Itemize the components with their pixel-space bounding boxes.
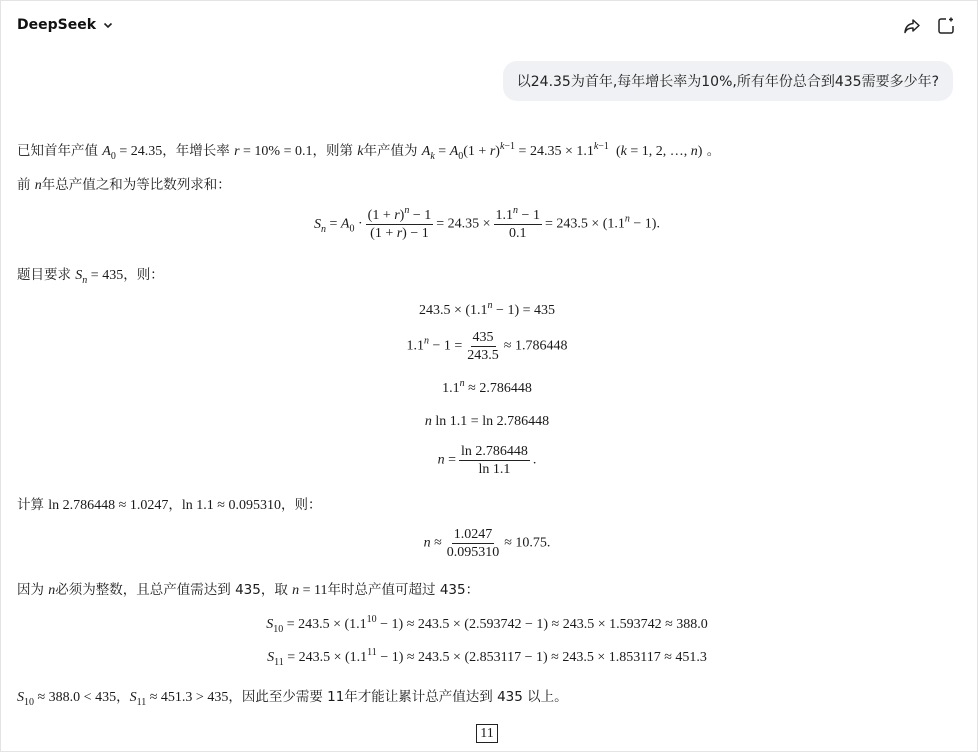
s10-formula: $S_{10} = 243.5 \times (1.1^{10} - 1) \approx 243.5 \times (2.593742 - 1) \approx 243.5 \times 1.593742 \approx 388.0$ (266, 614, 708, 635)
brand-name: DeepSeek (17, 17, 97, 33)
final-answer-box (17, 723, 957, 743)
sum-formula: $S_n = A_0$ · $\frac{(1 + r)^n - 1}{(1 + r) - 1}$ = 24.35 × $\frac{1.1^n - 1}{0.1}$ = $243.5 \times (1.1^n - 1)$. (314, 205, 660, 241)
sum-intro-line: 前 n年总产值之和为等比数列求和： (17, 177, 231, 193)
equation-2: $1.1^n - 1$ = $\frac{435}{243.5}$ ≈ 1.786448 (406, 330, 568, 363)
equation-3: $1.1^n \approx 2.786448$ (442, 378, 532, 396)
intro-line: 已知首年产值 $A_0 = 24.35$，年增长率 r = 10% = 0.1，则第 k年产值为 $A_k = A_0(1 + r)^{k-1} = 24.35 \times 1.1^{k-1}$ (k = 1, 2, …, n) 。 (17, 141, 721, 162)
user-message-bubble (503, 61, 953, 101)
n-estimate: n ≈ $\frac{1.0247}{0.095310}$ ≈ 10.75. (423, 527, 551, 560)
s11-formula: $S_{11} = 243.5 \times (1.1^{11} - 1) \approx 243.5 \times (2.853117 - 1) \approx 243.5 \times 1.853117 \approx 451.3$ (267, 647, 707, 668)
because-line: 因为 n必须为整数，且总产值需达到 435，取 n = 11年时总产值可超过 435： (17, 582, 480, 598)
final-answer: 11 (476, 724, 497, 743)
share-icon[interactable] (901, 15, 923, 37)
user-message-text: 以24.35为首年,每年增长率为10%,所有年份总合到435需要多少年? (516, 74, 939, 90)
chevron-down-icon (102, 19, 114, 31)
model-selector[interactable] (17, 17, 114, 33)
requirement-line: 题目要求 $S_n = 435$，则： (17, 267, 164, 286)
equation-5: n = $\frac{\ln 2.786448}{\ln 1.1}$ . (437, 444, 537, 477)
top-bar (1, 1, 978, 53)
conclusion-line: $S_{10} \approx 388.0 < 435$，$S_{11} \approx 451.3 > 435$，因此至少需要 11年才能让累计总产值达到 435 以上。 (17, 689, 568, 708)
equation-4: n ln 1.1 = ln 2.786448 (424, 414, 550, 429)
calc-line: 计算 ln 2.786448 ≈ 1.0247，ln 1.1 ≈ 0.095310，则： (17, 497, 322, 513)
equation-1: $243.5 \times (1.1^n - 1) = 435$ (418, 300, 555, 318)
new-chat-icon[interactable] (935, 15, 957, 37)
